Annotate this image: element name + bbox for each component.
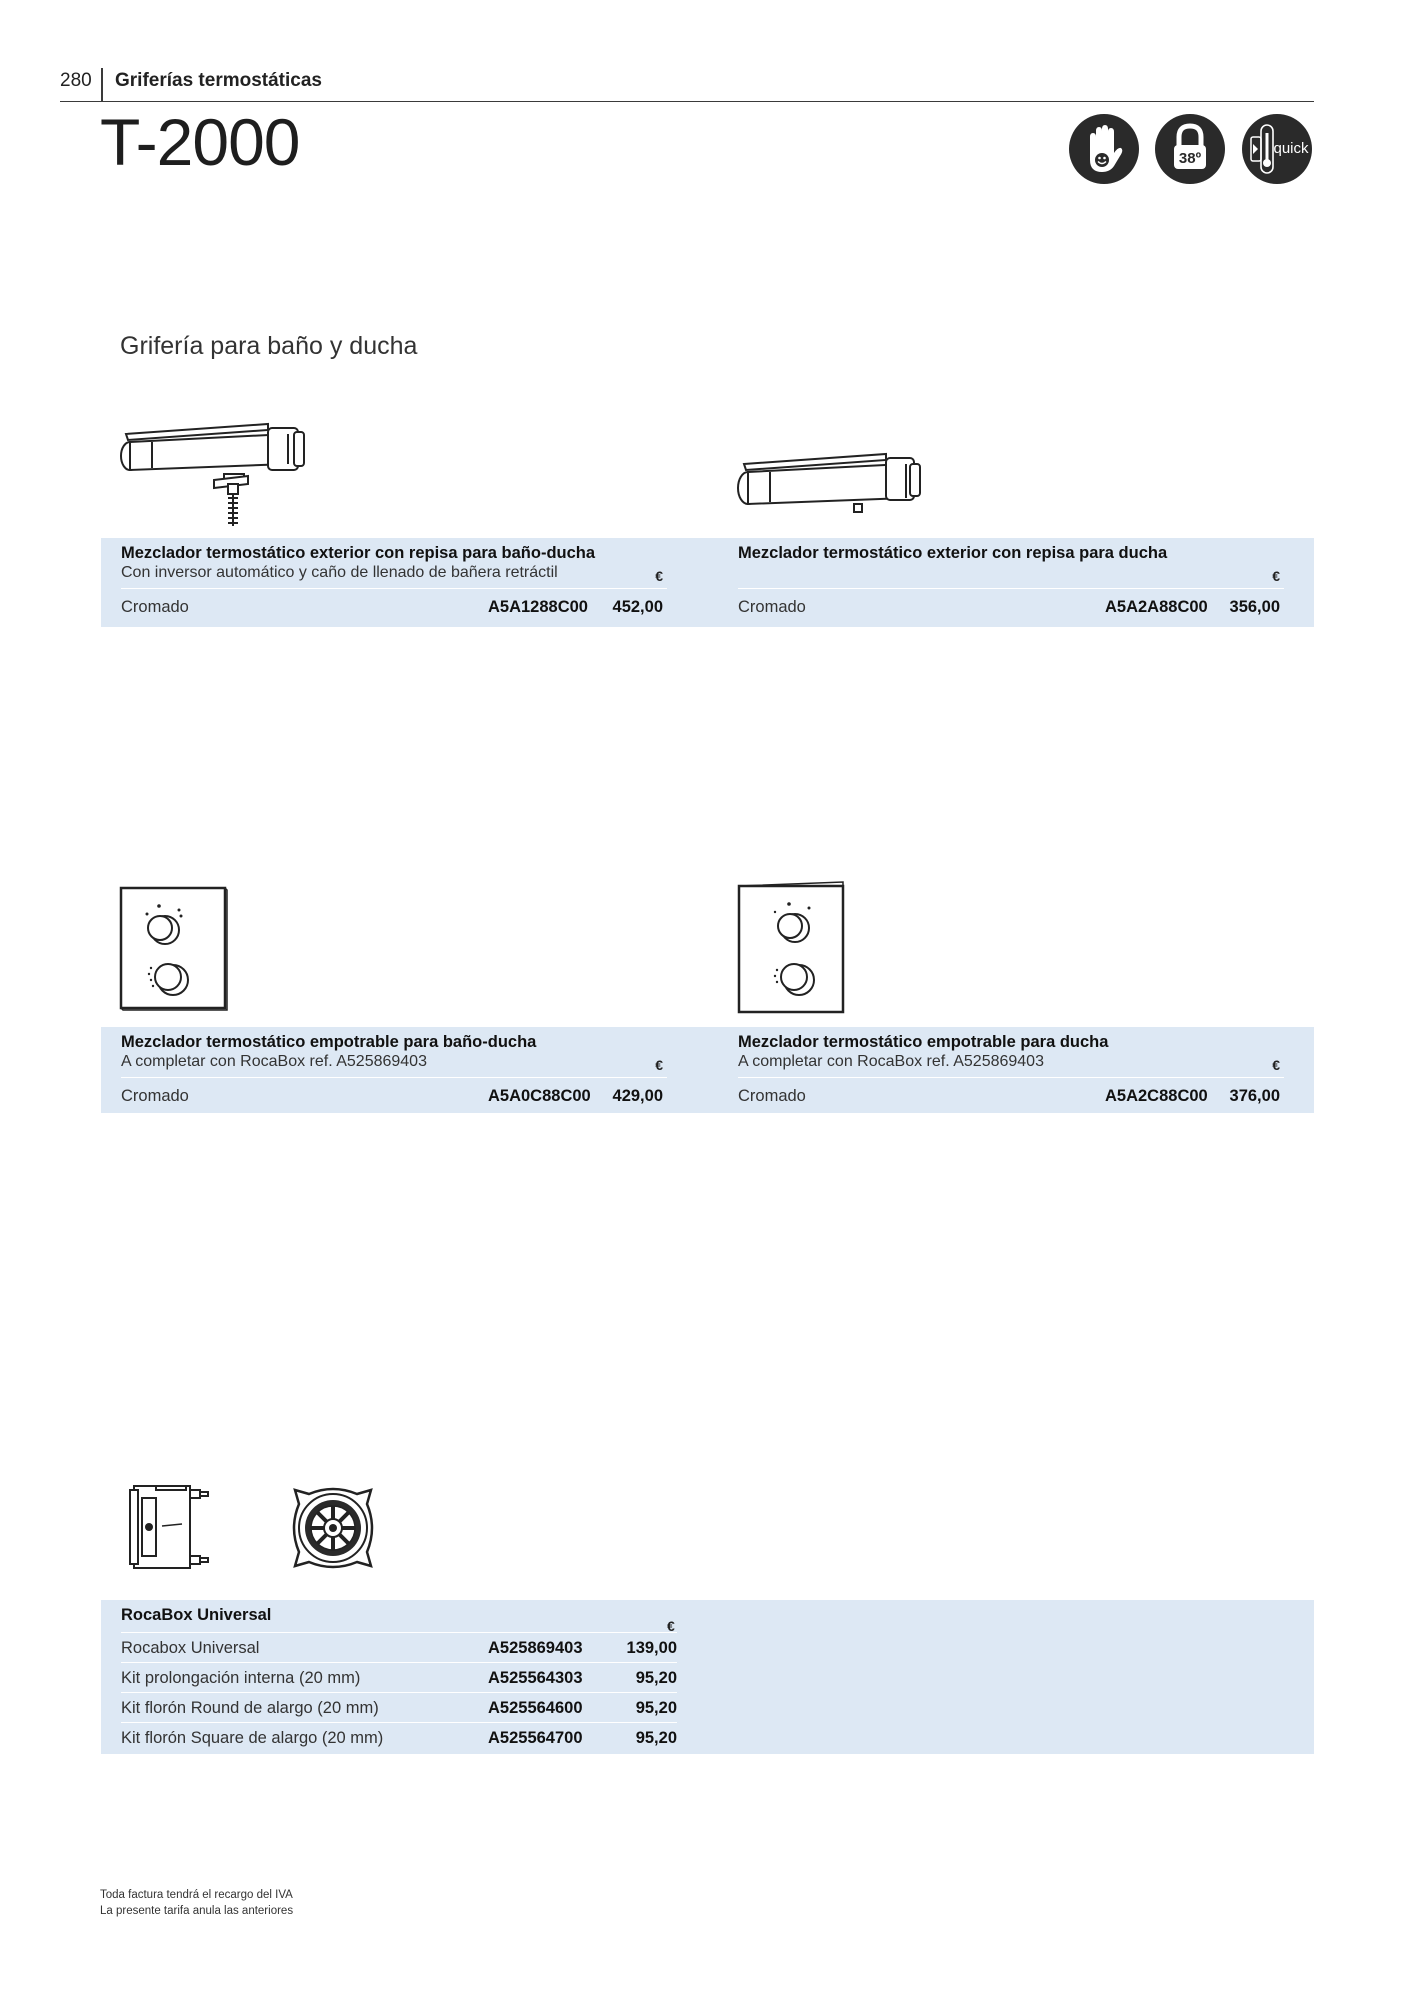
rocabox-row-reference: A525564600 <box>488 1699 583 1717</box>
product-name: Mezclador termostático empotrable para ducha <box>738 1033 1109 1051</box>
footer-line-tariff: La presente tarifa anula las anteriores <box>100 1905 294 1917</box>
product-description: Con inversor automático y caño de llenado de bañera retráctil <box>121 564 558 581</box>
page-number: 280 <box>60 70 92 91</box>
product-price: 376,00 <box>1229 1087 1280 1105</box>
rocabox-side-image <box>126 1482 216 1572</box>
rocabox-row-price: 95,20 <box>635 1729 677 1747</box>
rocabox-row-reference: A525564303 <box>488 1669 583 1687</box>
quick-label: quick <box>1273 140 1309 157</box>
product-line-title: T-2000 <box>100 105 300 179</box>
currency-label: € <box>667 1618 675 1634</box>
rocabox-panel <box>101 1600 1314 1754</box>
rocabox-row-price: 95,20 <box>635 1699 677 1717</box>
product-price: 452,00 <box>612 598 663 616</box>
rocabox-title: RocaBox Universal <box>121 1606 272 1624</box>
built-in-shower-image <box>735 880 847 1016</box>
rocabox-front-image <box>285 1480 381 1576</box>
currency-label: € <box>655 1057 663 1073</box>
shower-mixer-image <box>736 448 936 532</box>
row-divider <box>738 1077 1284 1078</box>
product-name: Mezclador termostático exterior con repisa para baño-ducha <box>121 544 596 562</box>
rocabox-row <box>121 1632 677 1662</box>
product-finish: Cromado <box>738 598 806 616</box>
page-header <box>60 68 1314 102</box>
product-description: A completar con RocaBox ref. A525869403 <box>738 1053 1044 1070</box>
temperature-lock-icon <box>1154 113 1226 185</box>
product-finish: Cromado <box>121 1087 189 1105</box>
rocabox-row-label: Rocabox Universal <box>121 1639 260 1657</box>
quick-thermometer-icon <box>1241 113 1313 185</box>
rocabox-row <box>121 1662 677 1692</box>
product-panel-built-in <box>101 1027 1314 1113</box>
product-panel-exterior <box>101 538 1314 627</box>
product-finish: Cromado <box>121 598 189 616</box>
product-description: A completar con RocaBox ref. A525869403 <box>121 1053 427 1070</box>
temperature-lock-label: 38º <box>1178 150 1202 167</box>
product-price: 356,00 <box>1229 598 1280 616</box>
rocabox-row-price: 95,20 <box>635 1669 677 1687</box>
rocabox-row-label: Kit prolongación interna (20 mm) <box>121 1669 361 1687</box>
product-reference: A5A0C88C00 <box>488 1087 591 1105</box>
currency-label: € <box>655 568 663 584</box>
footer-line-vat: Toda factura tendrá el recargo del IVA <box>100 1889 293 1901</box>
rocabox-row-label: Kit florón Square de alargo (20 mm) <box>121 1729 384 1747</box>
rocabox-row-label: Kit florón Round de alargo (20 mm) <box>121 1699 379 1717</box>
bath-shower-mixer-image <box>118 418 318 530</box>
rocabox-row <box>121 1692 677 1722</box>
product-name: Mezclador termostático empotrable para baño-ducha <box>121 1033 537 1051</box>
rocabox-row-price: 139,00 <box>626 1639 677 1657</box>
rocabox-row-reference: A525869403 <box>488 1639 583 1657</box>
built-in-bath-shower-image <box>117 884 229 1012</box>
row-divider <box>738 588 1284 589</box>
currency-label: € <box>1272 568 1280 584</box>
product-finish: Cromado <box>738 1087 806 1105</box>
footer-note <box>100 1887 293 1919</box>
row-divider <box>121 1077 667 1078</box>
rocabox-row-reference: A525564700 <box>488 1729 583 1747</box>
product-reference: A5A2C88C00 <box>1105 1087 1208 1105</box>
product-name: Mezclador termostático exterior con repisa para ducha <box>738 544 1168 562</box>
row-divider <box>121 588 667 589</box>
section-subtitle: Grifería para baño y ducha <box>120 332 418 360</box>
product-reference: A5A1288C00 <box>488 598 588 616</box>
currency-label: € <box>1272 1057 1280 1073</box>
hand-safety-icon <box>1068 113 1140 185</box>
product-price: 429,00 <box>612 1087 663 1105</box>
product-reference: A5A2A88C00 <box>1105 598 1208 616</box>
rocabox-row <box>121 1722 677 1752</box>
header-divider <box>101 68 103 102</box>
section-title: Griferías termostáticas <box>115 70 322 91</box>
